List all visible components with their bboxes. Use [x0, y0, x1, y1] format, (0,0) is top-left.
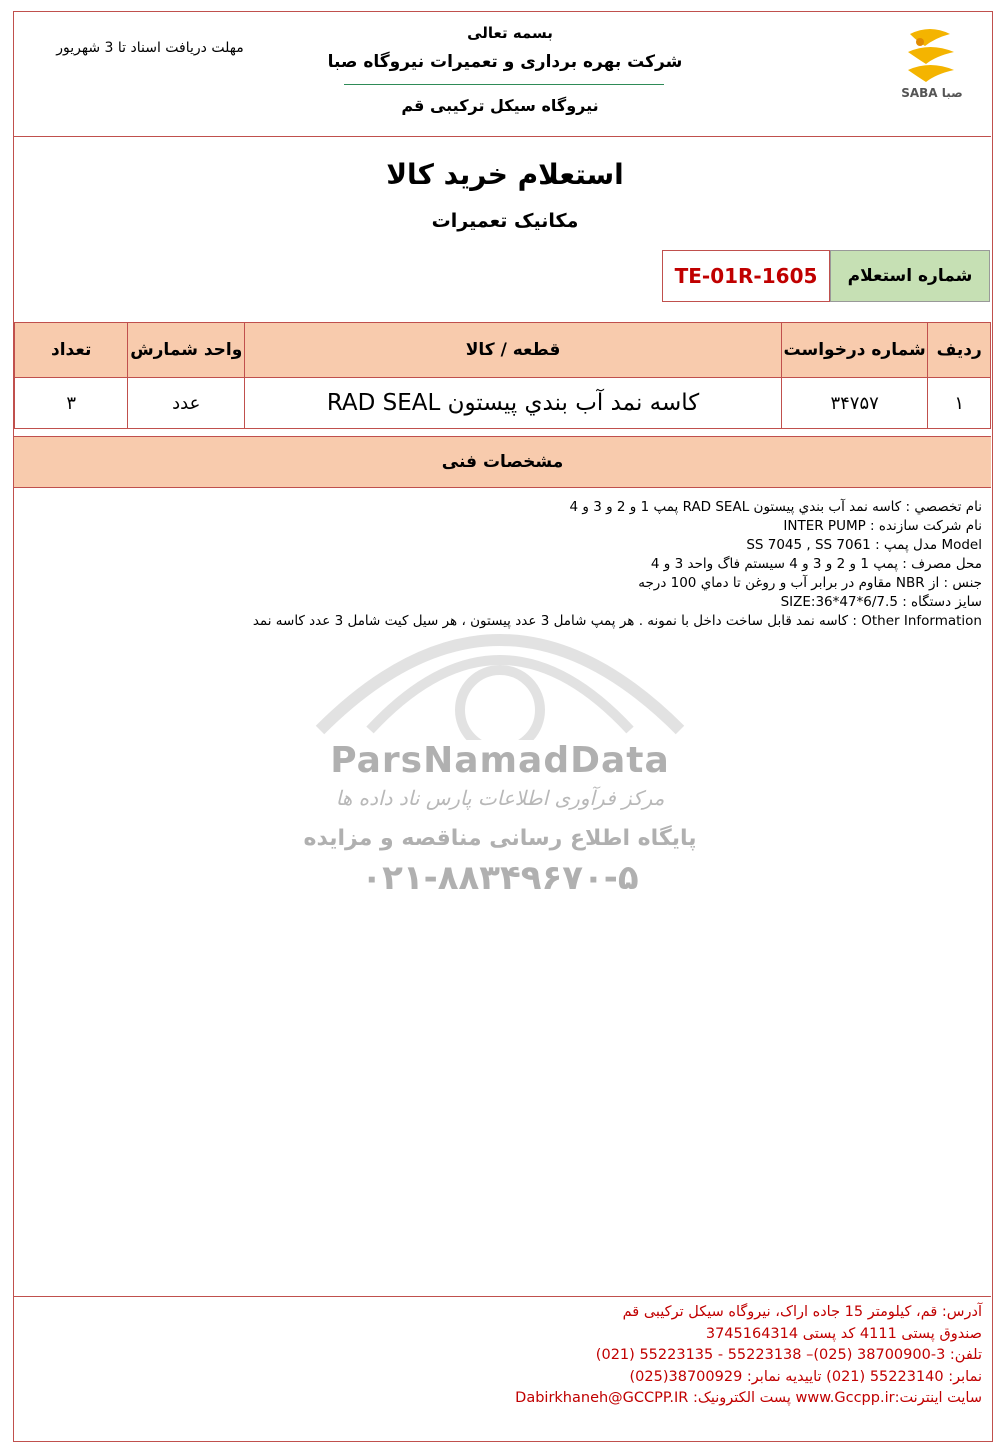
cell-request: ۳۴۷۵۷: [781, 378, 927, 429]
footer-divider: [14, 1296, 991, 1297]
footer-phone: تلفن: 3-38700900 (025)– 55223138 - 55223135 (021): [595, 1347, 982, 1363]
table-header-row: [15, 323, 991, 378]
col-qty: تعداد: [15, 323, 128, 378]
document-deadline: مهلت دریافت اسناد تا 3 شهریور: [56, 40, 244, 56]
header-divider: [14, 136, 991, 137]
col-row: ردیف: [928, 323, 991, 378]
cell-row: ۱: [928, 378, 991, 429]
logo-text: SABA صبا: [901, 86, 963, 100]
specs-list: [120, 498, 982, 631]
col-unit: واحد شمارش: [128, 323, 245, 378]
bismillah: بسمه تعالی: [467, 24, 553, 42]
col-item: قطعه / کالا: [245, 323, 782, 378]
col-request: شماره درخواست: [781, 323, 927, 378]
spec-material: جنس : از NBR مقاوم در برابر آب و روغن تا دماي 100 درجه: [638, 575, 982, 591]
inquiry-number: TE-01R-1605: [662, 250, 830, 302]
page-subtitle: مکانیک تعمیرات: [431, 210, 579, 232]
footer-pobox: صندوق پستی 4111 کد پستی 3745164314: [705, 1325, 982, 1342]
inquiry-number-label: شماره استعلام: [830, 250, 990, 302]
spec-name: نام تخصصي : کاسه نمد آب بندي پيستون RAD SEAL پمپ 1 و 2 و 3 و 4: [569, 499, 982, 515]
spec-manufacturer: نام شرکت سازنده : INTER PUMP: [783, 518, 982, 534]
specs-title: مشخصات فنی: [14, 436, 991, 488]
spec-size: سايز دستگاه : SIZE:36*47*6/7.5: [780, 594, 982, 610]
footer-fax: نمابر: 55223140 (021) تاییدیه نمابر: 38700929(025): [629, 1368, 982, 1385]
footer-contact: [420, 1302, 982, 1410]
watermark-phone: ۰۲۱-۸۸۳۴۹۶۷۰-۵: [361, 858, 639, 898]
table-row: [15, 378, 991, 429]
spec-usage: محل مصرف : پمپ 1 و 2 و 3 و 4 سيستم فاگ واحد 3 و 4: [650, 556, 982, 572]
saba-logo: [880, 24, 980, 110]
cell-qty: ۳: [15, 378, 128, 429]
watermark-brand: ParsNamadData: [330, 740, 670, 781]
page-title: استعلام خرید کالا: [386, 158, 624, 191]
items-table: [14, 322, 991, 429]
company-underline: [344, 84, 664, 85]
footer-web: سایت اینترنت:www.Gccpp.ir پست الکترونیک: Dabirkhaneh@GCCPP.IR: [515, 1390, 982, 1406]
company-name: شرکت بهره برداری و تعمیرات نیروگاه صبا: [327, 52, 683, 72]
watermark-line1: مرکز فرآوری اطلاعات پارس ناد داده ها: [335, 786, 665, 810]
watermark-line2: پایگاه اطلاع رسانی مناقصه و مزایده: [303, 826, 697, 851]
cell-unit: عدد: [128, 378, 245, 429]
spec-other: Other Information : کاسه نمد قابل ساخت داخل با نمونه . هر پمپ شامل 3 عدد پيستون ، هر سيل کيت شامل 3 عدد کاسه نمد: [252, 613, 982, 629]
plant-name: نیروگاه سیکل ترکیبی قم: [401, 96, 599, 115]
footer-address: آدرس: قم، کیلومتر 15 جاده اراک، نیروگاه سیکل ترکیبی قم: [622, 1304, 982, 1320]
spec-model: Model مدل پمپ : SS 7045 , SS 7061: [746, 537, 982, 553]
cell-item: کاسه نمد آب بندي پيستون RAD SEAL: [245, 378, 782, 429]
